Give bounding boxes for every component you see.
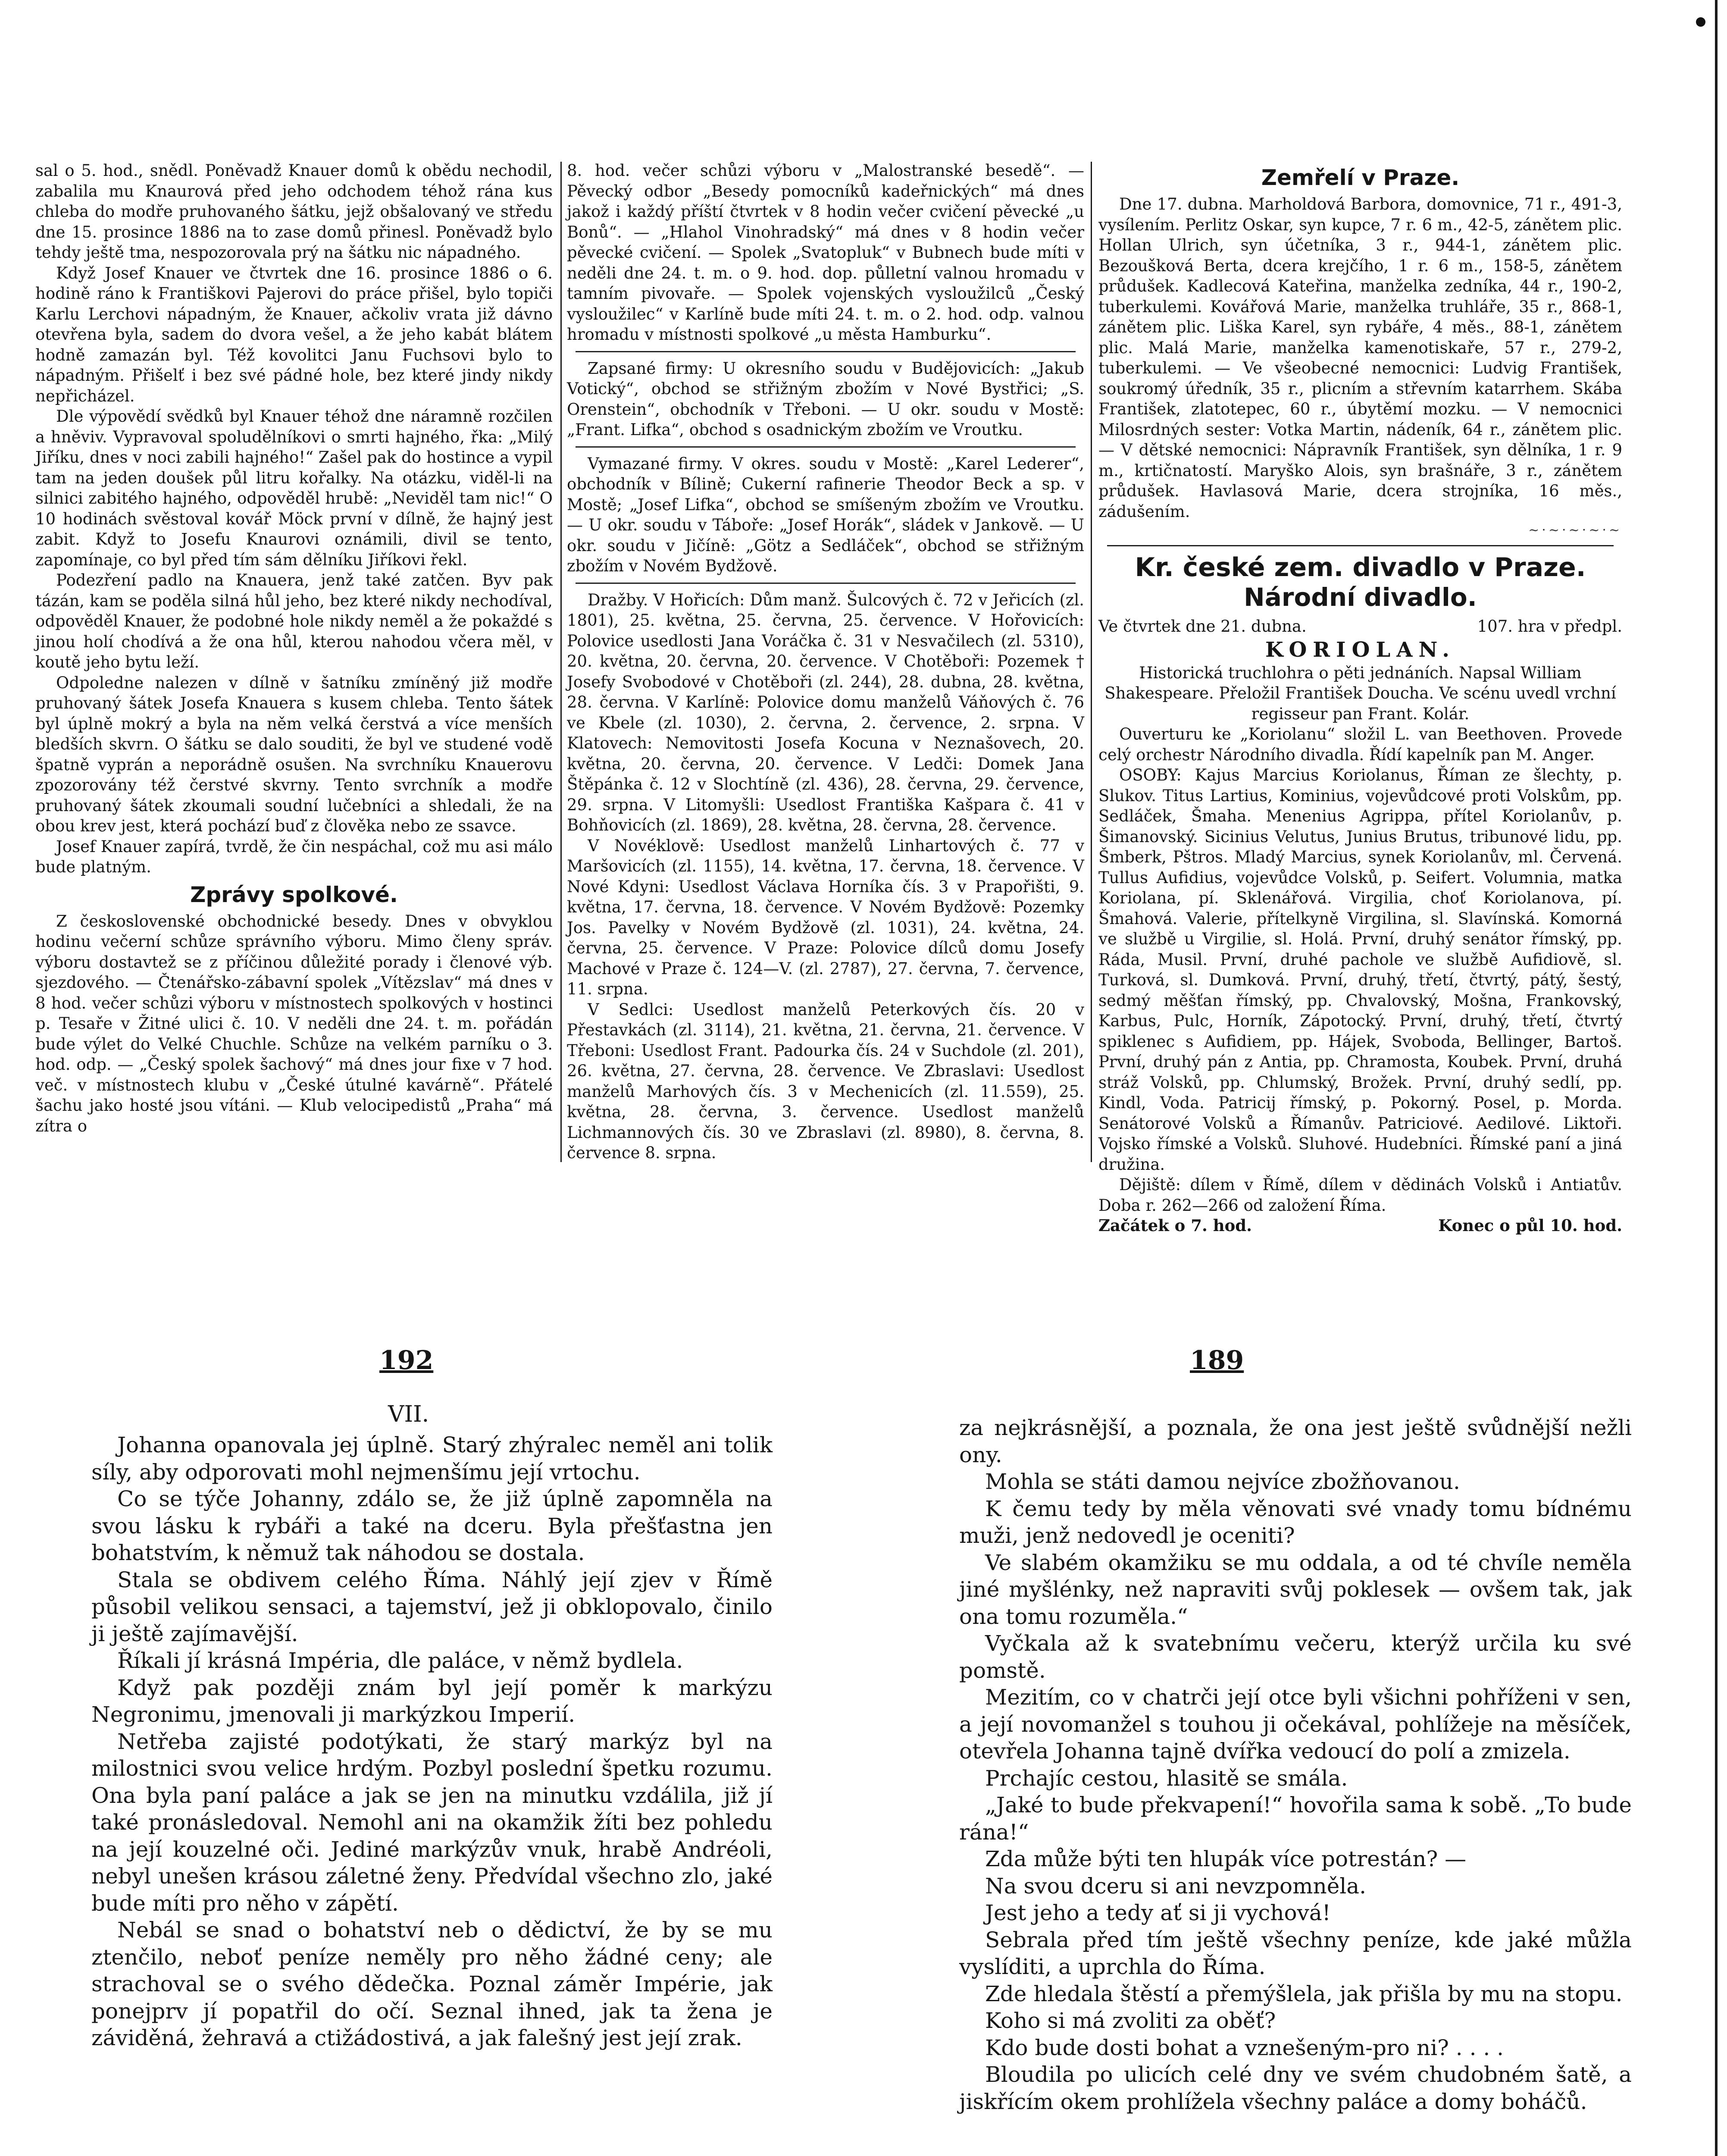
novel-paragraph: Říkali jí krásná Impéria, dle paláce, v němž bydlela.	[117, 1648, 683, 1673]
news-column-2	[567, 160, 1084, 1169]
divider	[1107, 545, 1614, 546]
novel-paragraph: Co se týče Johanny, zdálo se, že již úplně zapomněla na svou lásku k rybáři a také na dceru. Byla přešťastna jen bohatstvím, k němuž tak náhodou se dostala.	[91, 1486, 773, 1565]
deaths-heading: Zemřelí v Praze.	[1261, 165, 1460, 190]
novel-paragraph: Mohla se státi damou nejvíce zbožňovanou.	[985, 1469, 1460, 1494]
play-cast: OSOBY: Kajus Marcius Koriolanus, Říman ze šlechty, p. Slukov. Titus Lartius, Kominius, vojevůdcové proti Volskům, pp. Sedláček, Šmaha. Menenius Agrippa, přítel Koriolanův, p. Šimanovský. Sicinius Velutus, Junius Brutus, tribunové lidu, pp. Šmberk, Pštros. Mladý Marcius, synek Koriolanův, ml. Červená. Tullus Aufidius, vojevůdce Volsků, p. Seifert. Volumnia, matka Koriolana, pí. Sklenářová. Virgilia, choť Koriolanova, pí. Šmahová. Valerie, přítelkyně Virgilina, sl. Slavínská. Komorná ve službě u Virgilie, sl. Holá. První, druhý senátor římský, pp. Ráda, Musil. První, druhé pachole ve službě Aufidiově, sl. Turková, sl. Dumková. První, druhý, třetí, čtvrtý, pátý, šestý, sedmý měšťan římský, pp. Chvalovský, Mošna, Frankovský, Karbus, Pulc, Horník, Zápotocký. První, druhý, třetí, čtvrtý spiklenec s Aufidiem, pp. Hájek, Svoboda, Bellinger, Bartoš. První, druhý pán z Antia, pp. Chramosta, Koubek. První, druhá stráž Volsků, pp. Chlumský, Brožek. První, druhý sedlí, pp. Kindl, Voda. Patricij římský, p. Pokorný. Posel, p. Morda. Senátorové Volsků a Římanův. Patriciové. Aedilové. Liktoři. Vojsko římské a Volsků. Sluhové. Hudebníci. Římské paní a jiná družina.	[1098, 766, 1622, 1174]
divider	[576, 351, 1076, 352]
novel-paragraph: Prchajíc cestou, hlasitě se smála.	[985, 1765, 1348, 1791]
novel-paragraph: „Jaké to bude překvapení!“ hovořila sama k sobě. „To bude rána!“	[959, 1792, 1632, 1845]
play-paragraph: Ouverturu ke „Koriolanu“ složil L. van Beethoven. Provede celý orchestr Národního divadla. Řídí kapelník pan M. Anger.	[1098, 725, 1622, 764]
novel-paragraph: Stala se obdivem celého Říma. Náhlý její zjev v Římě působil velikou sensaci, a tajemství, jež ji obklopovalo, činilo ji ještě zajímavější.	[91, 1567, 773, 1646]
article-paragraph: Josef Knauer zapírá, tvrdě, že čin nespáchal, což mu asi málo bude platným.	[35, 837, 553, 876]
novel-paragraph: Mezitím, co v chatrči její otce byli všichni pohříženi v sen, a její novomanžel s touhou ji očekával, pohlížeje na měsíček, otevřela Johanna tajně dvířka vedoucí do polí a zmizela.	[959, 1685, 1632, 1764]
novel-paragraph: Když pak později znám byl její poměr k markýzu Negronimu, jmenovali ji markýzkou Imperií.	[91, 1675, 773, 1727]
auctions-paragraph: V Sedlci: Usedlost manželů Peterkových čís. 20 v Přestavkách (zl. 3114), 21. května, 21. června, 21. července. V Třeboni: Usedlost Frant. Padourka čís. 24 v Suchdole (zl. 201), 26. května, 27. června, 28. července. Ve Zbraslavi: Usedlost manželů Marhových čís. 3 v Mechenicích (zl. 11.559), 25. května, 28. června, 3. července. Usedlost manželů Lichmannových čís. 30 ve Zbraslavi (zl. 8980), 8. června, 8. července 8. srpna.	[567, 1000, 1084, 1162]
chapter-heading: VII.	[388, 1401, 429, 1427]
theatre-heading: Kr. české zem. divadlo v Praze.	[1135, 552, 1586, 583]
play-title: KORIOLAN.	[1265, 637, 1455, 662]
novel-paragraph: K čemu tedy by měla věnovati své vnady tomu bídnému muži, jenž nedovedl je oceniti?	[959, 1496, 1632, 1548]
deaths-paragraph: Dne 17. dubna. Marholdová Barbora, domovnice, 71 r., 491-3, vysílením. Perlitz Oskar, syn kupce, 7 r. 6 m., 42-5, zánětem plic. Hollan Ulrich, syn účetníka, 3 r., 944-1, zánětem plic. Bezoušková Berta, dcera krejčího, 1 r. 6 m., 158-5, zánětem průdušek. Kadlecová Kateřina, manželka zedníka, 44 r., 190-2, tuberkulemi. Kovářová Marie, manželka truhláře, 35 r., 868-1, zánětem plic. Liška Karel, syn rybáře, 4 měs., 88-1, zánětem plic. Malá Marie, manželka kamenotiskaře, 57 r., 279-2, tuberkulemi. — Ve všeobecné nemocnici: Ludvig František, soukromý úředník, 35 r., plicním a střevním katarrhem. Skába František, zlatotepec, 60 r., úbytěmí mozku. — V nemocnici Milosrdných sester: Votka Martin, nádeník, 64 r., zánětem plic. — V dětské nemocnici: Nápravník František, syn dělníka, 1 r. 9 m., krtičnatostí. Maryško Alois, syn brašnáře, 3 r., zánětem průdušek. Havlasová Marie, dcera strojníka, 16 měs., zádušením.	[1098, 195, 1622, 521]
novel-paragraph: Johanna opanovala jej úplně. Starý zhýralec neměl ani tolik síly, aby odporovati mohl nejmenšímu její vrtochu.	[91, 1432, 773, 1485]
article-paragraph: Dle výpovědí svědků byl Knauer téhož dne náramně rozčilen a hněviv. Vypravoval spoludělníkovi o smrti hajného, řka: „Milý Jiříku, dnes v noci zabili hajného!“ Zašel pak do hostince a vypil tam na jeden doušek půl litru kořalky. Na otázku, viděl-li na silnici zabitého hajného, odpověděl hrubě: „Neviděl tam nic!“ O 10 hodinách svěstoval kovář Möck první v dílně, že hajný jest zabit. Když to Josefu Knaurovi oznámili, divil se tento, zapomínaje, co byl před tím sám dělníku Jiříkovi řekl.	[35, 407, 553, 569]
deleted-firms-paragraph: Vymazané firmy. V okres. soudu v Mostě: „Karel Lederer“, obchodník v Bílině; Cukerní rafinerie Theodor Beck a sp. v Mostě; „Josef Lifka“, obchod se smíšeným zbožím ve Vroutku. — U okr. soudu v Táboře: „Josef Horák“, sládek v Jankově. — U okr. soudu v Jičíně: „Götz a Sedláček“, obchod se střižným zbožím v Novém Bydžově.	[567, 454, 1084, 575]
novel-paragraph: Jest jeho a tedy ať si ji vychová!	[985, 1900, 1331, 1925]
performance-info	[1098, 616, 1622, 637]
novel-paragraph: Zda může býti ten hlupák více potrestán? —	[985, 1846, 1467, 1871]
novel-page-left	[91, 1432, 773, 2156]
novel-paragraph: za nejkrásnější, a poznala, že ona jest ještě svůdnější nežli ony.	[959, 1415, 1632, 1467]
column-rule-1	[560, 162, 562, 1162]
article-paragraph: sal o 5. hod., snědl. Poněvadž Knauer domů k obědu nechodil, zabalila mu Knaurová před jeho odchodem téhož rána kus chleba do modře pruhovaného šátku, jejž obšalovaný ve středu dne 15. prosince 1886 na to zase domů přinesl. Poněvadž bylo tehdy ještě tma, nespozorovala prý na šátku nic nápadného.	[35, 161, 553, 262]
news-column-3	[1098, 160, 1622, 1235]
performance-times	[1098, 1216, 1622, 1236]
column-rule-2	[1091, 162, 1092, 1162]
page-number-right: 189	[1190, 1345, 1244, 1376]
end-time: Konec o půl 10. hod.	[1438, 1216, 1622, 1235]
novel-paragraph: Na svou dceru si ani nevzpomněla.	[985, 1873, 1366, 1899]
play-paragraph: Historická truchlohra o pěti jednáních. Napsal William Shakespeare. Přeložil František Doucha. Ve scénu uvedl vrchní regisseur pan Frant. Kolár.	[1104, 663, 1616, 723]
news-column-1	[35, 160, 553, 1169]
page-number-left: 192	[379, 1345, 434, 1376]
registered-firms-paragraph: Zapsané firmy: U okresního soudu v Budějovicích: „Jakub Votický“, obchod se střižným zbožím v Nové Bystřici; „S. Orenstein“, obchodník v Třeboni. — U okr. soudu v Mostě: „Frant. Lifka“, obchod s osadnickým zbožím ve Vroutku.	[567, 359, 1084, 439]
article-paragraph: Odpoledne nalezen v dílně v šatníku zmíněný již modře pruhovaný šátek Josefa Knauera s kusem chleba. Tento šátek byl úplně mokrý a byla na něm velká čerstvá a více menších bledších skvrn. O šátku se dalo souditi, že byl ve studené vodě špatně vyprán a neporádně osušen. Na svrchníku Knauerovu zpozorovány též čerstvé skvrny. Tento svrchník a modře pruhovaný šátek zkoumali soudní lučebníci a shledali, že na obou krev jest, která pochází buď z člověka nebo ze ssavce.	[35, 673, 553, 835]
novel-paragraph: Nebál se snad o bohatství neb o dědictví, že by se mu ztenčilo, neboť peníze neměly pro něho žádné ceny; ale strachoval se o svého dědečka. Poznal záměr Impérie, jak ponejprv jí popatřil do očí. Seznal ihned, jak ta žena je záviděná, žehravá a ctižádostivá, a jak falešný jest její zrak.	[91, 1918, 773, 2050]
novel-paragraph: Vyčkala až k svatebnímu večeru, kterýž určila ku své pomstě.	[959, 1631, 1632, 1683]
novel-paragraph: Netřeba zajisté podotýkati, že starý markýz byl na milostnici svou velice hrdým. Pozbyl poslední špetku rozumu. Ona byla paní paláce a jak se jen na minutku vzdálila, již jí také pronásledoval. Nemohl ani na okamžik žíti bez pohledu na její kouzelné oči. Jediné markýzův vnuk, hrabě Andréoli, nebyl unešen krásou záletné ženy. Předvídal všechno zlo, jaké bude míti pro něho v zápětí.	[91, 1729, 773, 1916]
performance-number: 107. hra v předpl.	[1477, 617, 1622, 636]
right-border-line	[1715, 0, 1718, 2156]
performance-date: Ve čtvrtek dne 21. dubna.	[1098, 617, 1307, 636]
auctions-paragraph: Dražby. V Hořicích: Dům manž. Šulcových č. 72 v Jeřicích (zl. 1801), 25. května, 25. června, 25. července. V Hořovicích: Polovice usedlosti Jana Voráčka č. 31 v Nesvačilech (zl. 5310), 20. května, 20. června, 20. července. V Chotěboři: Pozemek † Josefy Svobodové v Chotěboři (zl. 244), 28. dubna, 28. května, 28. června. V Karlíně: Polovice domu manželů Váňových č. 76 ve Kbele (zl. 1030), 2. června, 2. července, 2. srpna. V Klatovech: Nemovitosti Josefa Kocuna v Neznašovech, 20. května, 20. června, 20. července. V Ledči: Domek Jana Štěpánka č. 12 v Slochtíně (zl. 436), 28. června, 29. července, 29. srpna. V Litomyšli: Usedlost Františka Kašpara č. 41 v Bohňovicích (zl. 1869), 28. května, 28. června, 28. července.	[567, 590, 1084, 834]
play-setting: Dějiště: dílem v Římě, dílem v dědinách Volsků i Antiatův. Doba r. 262—266 od založení Říma.	[1098, 1175, 1622, 1215]
club-news-continued: 8. hod. večer schůzi výboru v „Malostranské besedě“. — Pěvecký odbor „Besedy pomocníků kadeřnických“ má dnes jakož i každý příští čtvrtek v 8 hodin večer cvičení pěvecké „u Bonů“. — „Hlahol Vinohradský“ má dnes v 8 hodin večer pěvecké cvičení. — Spolek „Svatopluk“ v Bubnech bude míti v neděli dne 24. t. m. o 9. hod. dop. půlletní valnou hromadu v tamním pivovaře. — Spolek vojenských vysloužilců „Český vysloužilec“ v Karlíně bude míti 24. t. m. o 2. hod. odp. valnou hromadu v místnosti spolkové „u města Hamburku“.	[567, 161, 1084, 344]
novel-paragraph: Koho si má zvoliti za oběť?	[985, 2008, 1276, 2033]
theatre-subheading: Národní divadlo.	[1244, 583, 1477, 612]
divider	[576, 446, 1076, 448]
article-paragraph: Podezření padlo na Knauera, jenž také zatčen. Byv pak tázán, kam se poděla silná hůl jeho, bez které nikdy nechodíval, odpověděl Knauer, že podobné hole nikdy neměl a že pokaždé s jinou holí chodívá a že ona hůl, kterou nahodou včera měl, v koutě jeho bytu leží.	[35, 571, 553, 671]
novel-paragraph: Bloudila po ulicích celé dny ve svém chudobném šatě, a jiskřícím okem prohlížela všechny paláce a domy boháčů.	[959, 2062, 1632, 2114]
ornament-divider: ~·~·~·~·~	[1528, 523, 1622, 538]
auctions-paragraph: V Novéklově: Usedlost manželů Linhartových č. 77 v Maršovicích (zl. 1155), 14. května, 17. června, 18. července. V Nové Kdyni: Usedlost Václava Horníka čís. 3 v Prapořišti, 9. května, 17. června, 18. července. V Novém Bydžově: Pozemky Jos. Pavelky v Novém Bydžově (zl. 1031), 24. května, 24. června, 25. července. V Praze: Polovice dílců domu Josefy Machové v Praze č. 124—V. (zl. 2787), 27. června, 7. července, 11. srpna.	[567, 836, 1084, 998]
novel-paragraph: Ve slabém okamžiku se mu oddala, a od té chvíle neměla jiné myšlénky, než napraviti svůj poklesek — ovšem tak, jak ona tomu rozuměla.“	[959, 1550, 1632, 1629]
novel-paragraph: Sebrala před tím ještě všechny peníze, kde jaké můžla vyslíditi, a uprchla do Říma.	[959, 1927, 1632, 1979]
article-paragraph: Když Josef Knauer ve čtvrtek dne 16. prosince 1886 o 6. hodině ráno k Františkovi Pajerovi do práce přišel, bylo topiči Karlu Lerchovi nápadným, že Knauer, ačkoliv vrata již dávno otevřena byla, sadem do dvora vešel, a že jeho kabát blátem hodně zamazán byl. Též kovolitci Janu Fuchsovi bylo to nápadným. Přišelť i bez své pádné hole, bez které jindy nikdy nepřicházel.	[35, 263, 553, 405]
novel-paragraph: Kdo bude dosti bohat a vznešeným-pro ni? . . . .	[985, 2035, 1504, 2060]
scan-mark-top	[1696, 17, 1705, 27]
novel-paragraph: Zde hledala štěstí a přemýšlela, jak přišla by mu na stopu.	[985, 1981, 1623, 2006]
section-heading-club-news: Zprávy spolkové.	[190, 882, 398, 907]
divider	[576, 583, 1076, 584]
start-time: Začátek o 7. hod.	[1098, 1216, 1252, 1235]
club-news-paragraph: Z československé obchodnické besedy. Dnes v obvyklou hodinu večerní schůze správního výboru. Mimo členy správ. výboru dostavtež se z příčinou důležité porady i členové výb. sjezdového. — Čtenářsko-zábavní spolek „Vítězslav“ má dnes v 8 hod. večer schůzi výboru v místnostech spolkových v hostinci p. Tesaře v Žitné ulici č. 10. V neděli dne 24. t. m. pořádán bude výlet do Velké Chuchle. Schůze na velkém parníku o 3. hod. odp. — „Český spolek šachový“ má dnes jour fixe v 7 hod. več. v místnostech klubu v „České útulné kavárně“. Přátelé šachu jako hosté jsou vítáni. — Klub velocipedistů „Praha“ má zítra o	[35, 912, 553, 1135]
novel-page-right	[959, 1414, 1632, 2147]
